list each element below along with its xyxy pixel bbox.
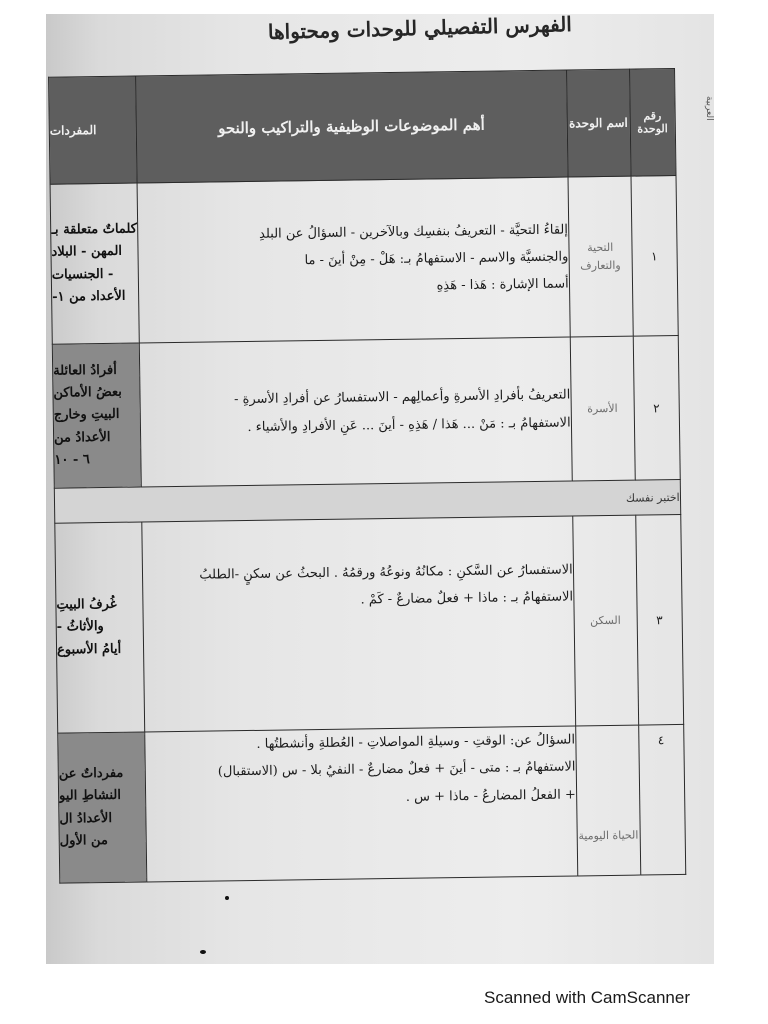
vocab-line: أيامُ الأسبوع bbox=[56, 641, 122, 658]
header-row bbox=[49, 69, 676, 185]
topic-line: التعريفُ بأفرادِ الأسرةِ وأعمالِهم - الاستفسارُ عن أفرادِ الأسرةِ - bbox=[233, 387, 571, 408]
scan-speck bbox=[200, 950, 206, 954]
self-test-label: اختبر نفسك bbox=[54, 479, 680, 523]
table-row bbox=[55, 514, 684, 733]
unit-number: ٤ bbox=[638, 724, 685, 875]
unit-vocabulary bbox=[55, 522, 145, 733]
unit-name: الأسرة bbox=[570, 336, 635, 481]
vocab-line: أفرادُ العائلة bbox=[53, 363, 117, 379]
topic-line: الاستفهامُ بـ : متى - أينَ + فعلٌ مضارعٌ - النفيُ بلا - س (الاستقبال) bbox=[217, 759, 576, 780]
topic-line: + الفعلُ المضارعُ - ماذا + س . bbox=[405, 787, 576, 805]
topic-line: الاستفهامُ بـ : مَنْ ... هَذا / هَذِهِ - أينَ ... عَنِ الأفرادِ والأشياء . bbox=[247, 414, 571, 435]
unit-name: الحياة اليومية bbox=[575, 725, 640, 876]
vocab-line: الأعدادُ ال bbox=[59, 810, 113, 827]
scanner-watermark: Scanned with CamScanner bbox=[483, 988, 690, 1007]
topic-line: السؤالُ عن: الوقتِ - وسيلةِ المواصلاتِ - العُطلةِ وأنشطتُها . bbox=[256, 732, 576, 752]
unit-topics bbox=[141, 516, 575, 732]
scan-speck bbox=[225, 896, 229, 900]
vocab-line: مفرداتٌ عن bbox=[58, 766, 124, 782]
unit-name: السكن bbox=[572, 515, 638, 726]
table-row bbox=[58, 724, 686, 883]
unit-number: ١ bbox=[631, 175, 678, 336]
header-unit-number: رقم الوحدة bbox=[629, 69, 675, 177]
header-vocabulary: المفردات bbox=[49, 76, 137, 184]
table-row bbox=[50, 175, 678, 344]
index-table bbox=[48, 68, 686, 884]
vocab-line: بعضُ الأماكن bbox=[53, 385, 122, 402]
vocab-line: والأثاثُ - bbox=[56, 619, 104, 636]
unit-number: ٣ bbox=[635, 514, 683, 725]
vocab-line: - الجنسيات bbox=[51, 266, 114, 283]
unit-vocabulary bbox=[58, 732, 147, 883]
vocab-line: كلماتٌ متعلقة بـ bbox=[51, 221, 138, 239]
vocab-line: النشاطِ اليو bbox=[59, 788, 122, 805]
header-unit-name: اسم الوحدة bbox=[566, 69, 630, 177]
topic-line: والجنسيَّة والاسم - الاستفهامُ بـ: هَلْ - مِنْ أينَ - ما bbox=[304, 249, 569, 269]
table-row bbox=[52, 335, 680, 488]
vocab-line: ٦ - ١٠ bbox=[54, 451, 90, 468]
topic-line: إلقاءُ التحيَّة - التعريفُ بنفسِك وبالآخرين - السؤالُ عن البلدِ bbox=[258, 222, 569, 242]
unit-vocabulary bbox=[50, 183, 139, 344]
unit-topics bbox=[144, 726, 577, 882]
topic-line: أسما الإشارة : هَذا - هَذِهِ bbox=[436, 276, 569, 294]
unit-topics bbox=[137, 177, 570, 343]
vocab-line: الأعدادُ من bbox=[53, 429, 111, 446]
unit-topics bbox=[139, 337, 572, 487]
vocab-line: من الأول bbox=[59, 832, 108, 849]
vocab-line: الأعداد من ١- bbox=[52, 288, 126, 305]
margin-text: العربية bbox=[704, 96, 714, 121]
vocab-line: المهن - البلاد bbox=[51, 244, 123, 261]
topic-line: الاستفهامُ بـ : ماذا + فعلٌ مضارعٌ - كَمْ . bbox=[360, 589, 574, 608]
topic-line: الاستفسارُ عن السَّكنِ : مكانُهُ ونوعُهُ ورقمُهُ . البحثُ عن سكنٍ -الطلبُ bbox=[199, 562, 573, 583]
vocab-line: البيتِ وخارج bbox=[53, 407, 120, 424]
page-title: الفهرس التفصيلي للوحدات ومحتواها bbox=[267, 12, 573, 44]
unit-number: ٢ bbox=[633, 335, 680, 480]
unit-name: التحية والتعارف bbox=[568, 176, 633, 337]
vocab-line: غُرفُ البيتِ bbox=[56, 597, 117, 614]
header-topics: أهم الموضوعات الوظيفية والتراكيب والنحو bbox=[135, 70, 567, 183]
unit-vocabulary bbox=[52, 343, 141, 488]
